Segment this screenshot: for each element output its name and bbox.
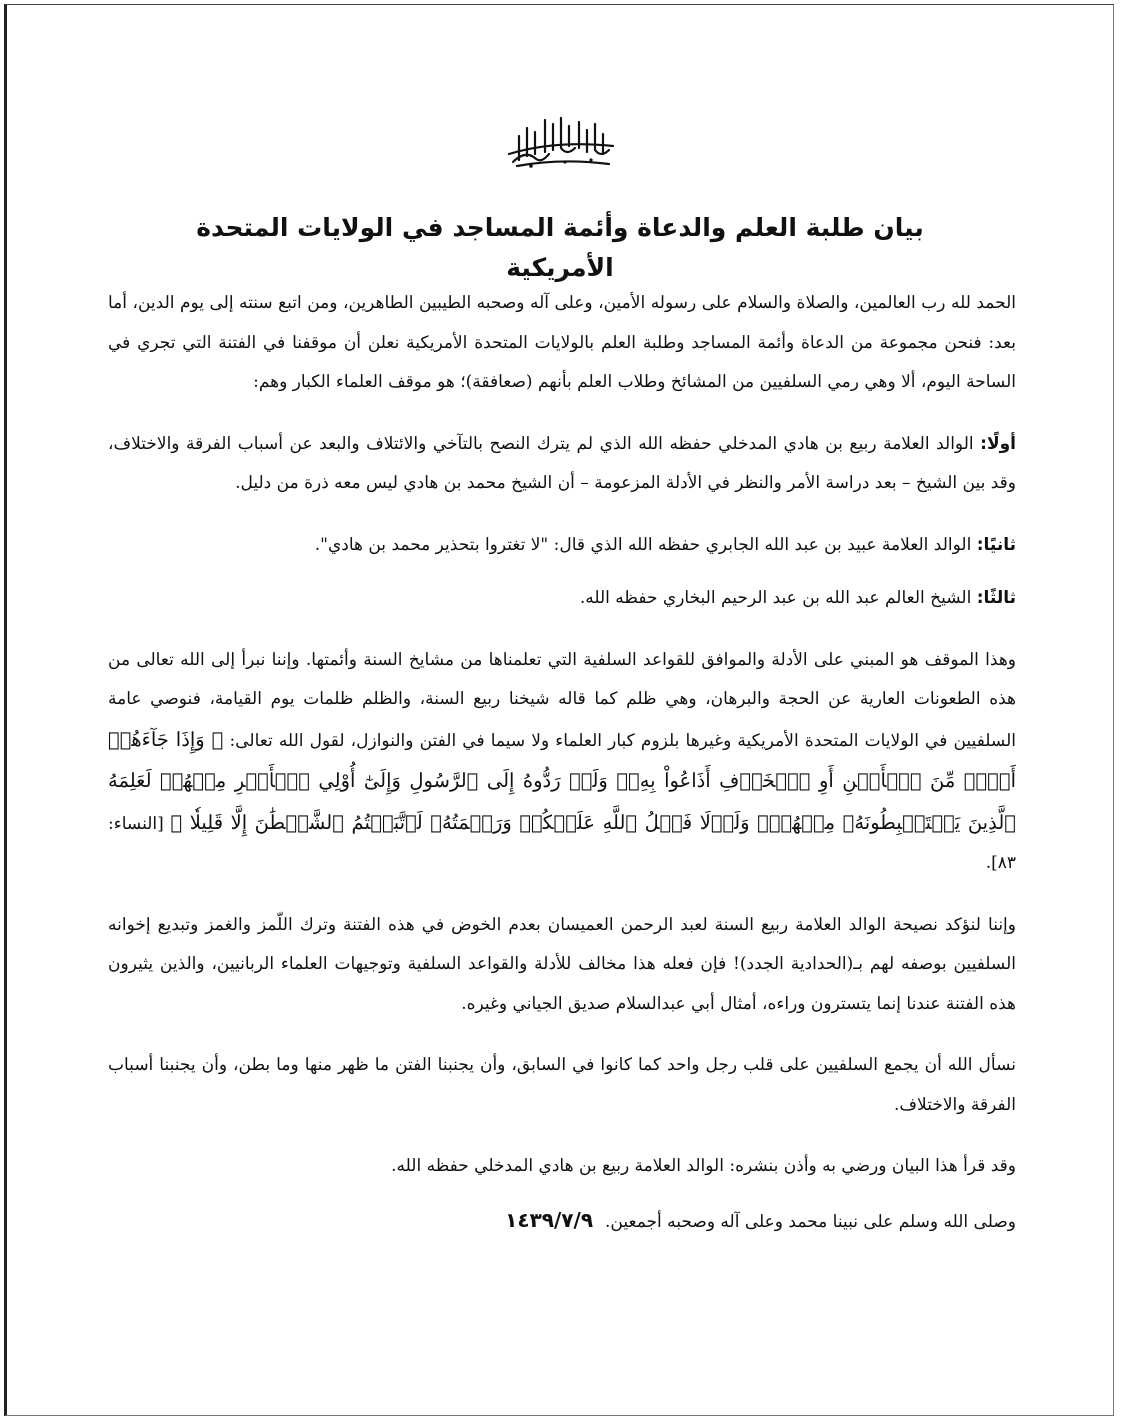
advice-paragraph: وإننا لنؤكد نصيحة الوالد العلامة ربيع السنة لعبد الرحمن العميسان بعدم الخوض في هذه الفتنة وترك اللّمز والغمز وتبديع إخوانه السلفيين بوصفه لهم بـ(الحدادية الجدد)! فإن فعله هذا مخالف للأدلة والقواعد السلفية وتوجيهات العلماء الربانيين، والذين يثيرون هذه الفتنة عندنا إنما يتسترون وراءه، أمثال أبي عبدالسلام صديق الجياني وغيره. [108, 914, 1016, 1014]
closing-paragraph [108, 1201, 1016, 1243]
position-text: وهذا الموقف هو المبني على الأدلة والموافق للقواعد السلفية التي تعلمناها من مشايخ السنة وأئمتها. وإننا نبرأ إلى الله تعالى من هذه الطعونات العارية عن الحجة والبرهان، وهي ظلم كما قاله شيخنا ربيع السنة، والظلم ظلمات يوم القيامة، فنوصي عامة السلفيين في الولايات المتحدة الأمريكية وغيرها بلزوم كبار العلماء ولا سيما في الفتن والنوازل، لقول الله تعالى: [108, 649, 1016, 751]
item-label: ثالثًا: [976, 588, 1016, 608]
list-item-first [108, 425, 1016, 504]
position-paragraph [108, 641, 1016, 884]
item-label: أولًا: [980, 433, 1016, 454]
approval-line: وقد قرأ هذا البيان ورضي به وأذن بنشره: الوالد العلامة ربيع بن هادي المدخلي حفظه الله. [391, 1156, 1016, 1176]
basmala-calligraphy-icon [505, 110, 617, 170]
hijri-date: ١٤٣٩/٧/٩ [505, 1207, 594, 1232]
quran-verse: ﴿ وَإِذَا جَآءَهُمۡ أَمۡرٞ مِّنَ ٱلۡأَمۡنِ أَوِ ٱلۡخَوۡفِ أَذَاعُواْ بِهِۦۖ وَلَوۡ رَدُّوهُ إِلَى ٱلرَّسُولِ وَإِلَىٰٓ أُوْلِي ٱلۡأَمۡرِ مِنۡهُمۡ لَعَلِمَهُ ٱلَّذِينَ يَسۡتَنۢبِطُونَهُۥ مِنۡهُمۡۗ وَلَوۡلَا فَضۡلُ ٱللَّهِ عَلَيۡكُمۡ وَرَحۡمَتُهُۥ لَٱتَّبَعۡتُمُ ٱلشَّيۡطَٰنَ إِلَّا قَلِيلٗا ﴾ [108, 727, 1016, 834]
item-text: الوالد العلامة ربيع بن هادي المدخلي حفظه الله الذي لم يترك النصح بالتآخي والائتلاف والبعد عن أسباب الفرقة والاختلاف، وقد بين الشيخ – بعد دراسة الأمر والنظر في الأدلة المزعومة – أن الشيخ محمد بن هادي ليس معه ذرة من دليل. [108, 433, 1016, 493]
item-text: الوالد العلامة عبيد بن عبد الله الجابري حفظه الله الذي قال: "لا تغتروا بتحذير محمد بن هادي". [314, 534, 977, 555]
list-item-third [108, 579, 1016, 619]
intro-paragraph: الحمد لله رب العالمين، والصلاة والسلام على رسوله الأمين، وعلى آله وصحبه الطيبين الطاهرين، ومن اتبع سنته إلى يوم الدين، أما بعد: فنحن مجموعة من الدعاة وأئمة المساجد وطلبة العلم بالولايات المتحدة الأمريكية نعلن أن موقفنا في الفتنة التي تجري في الساحة اليوم، ألا وهي رمي السلفيين من المشائخ وطلاب العلم بأنهم (صعافقة)؛ هو موقف العلماء الكبار وهم: [108, 293, 1016, 392]
quran-reference: [النساء: ٨٣]. [108, 813, 1016, 873]
dua-paragraph: نسأل الله أن يجمع السلفيين على قلب رجل واحد كما كانوا في السابق، وأن يجنبنا الفتن ما ظهر منها وما بطن، وأن يجنبنا أسباب الفرقة والاختلاف. [108, 1055, 1016, 1115]
list-item-second [108, 526, 1016, 566]
document-body [108, 284, 1016, 1264]
document-title: بيان طلبة العلم والدعاة وأئمة المساجد في الولايات المتحدة الأمريكية [196, 213, 924, 282]
item-label: ثانيًا: [976, 534, 1016, 555]
item-text: الشيخ العالم عبد الله بن عبد الرحيم البخاري حفظه الله. [579, 588, 977, 608]
closing-line: وصلى الله وسلم على نبينا محمد وعلى آله وصحبه أجمعين. [605, 1211, 1016, 1232]
